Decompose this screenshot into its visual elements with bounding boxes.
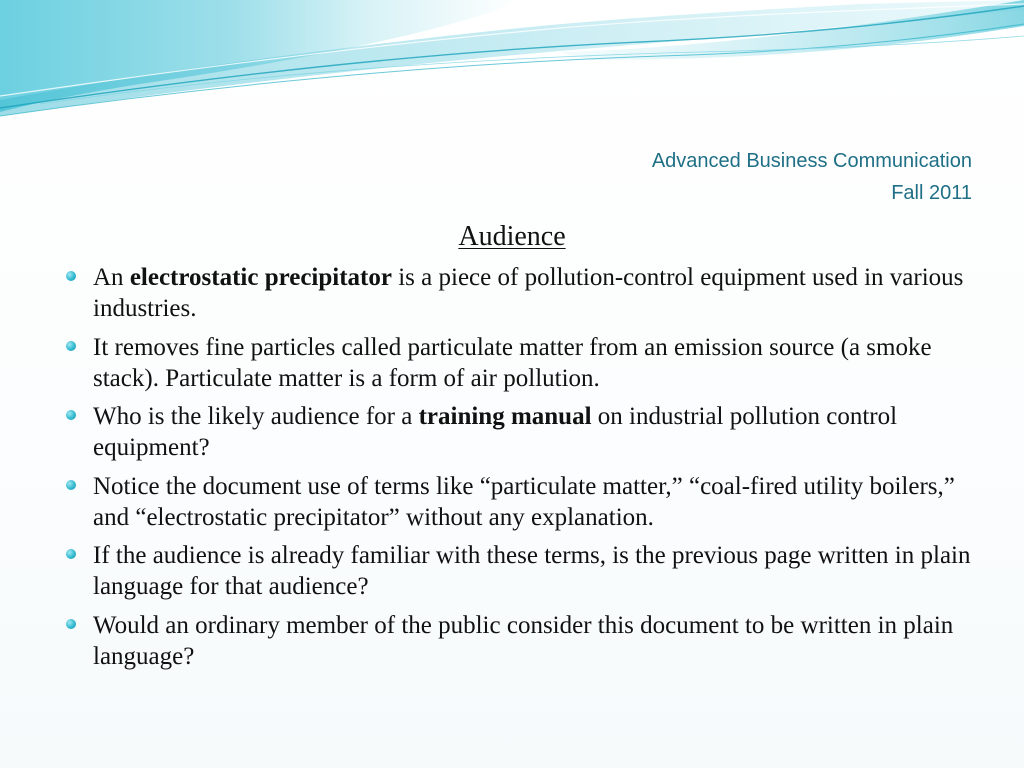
course-term: Fall 2011 <box>891 182 972 204</box>
bullet-item <box>64 401 984 463</box>
bullet-dot-icon <box>66 549 76 559</box>
course-header <box>652 145 972 209</box>
bullet-dot-icon <box>66 271 76 281</box>
bullet-text: Would an ordinary member of the public consider this document to be written in plain language? <box>93 611 954 670</box>
bullet-item <box>64 262 984 324</box>
bullet-dot-icon <box>66 619 76 629</box>
bullet-text: Who is the likely audience for a training manual on industrial pollution control equipment? <box>93 403 898 461</box>
bullet-text: If the audience is already familiar with these terms, is the previous page written in plain language for that audience? <box>93 542 971 600</box>
bullet-dot-icon <box>66 480 76 490</box>
bullet-text: An electrostatic precipitator is a piece of pollution-control equipment used in various industries. <box>93 264 964 322</box>
course-name: Advanced Business Communication <box>651 150 972 172</box>
slide-title: Audience <box>458 221 566 252</box>
bullet-item <box>64 540 984 602</box>
bullet-dot-icon <box>66 341 76 351</box>
bullet-text: Notice the document use of terms like “particulate matter,” “coal-fired utility boilers,” and “electrostatic precipitator” without any explanation. <box>93 472 955 531</box>
bullet-item <box>64 471 984 533</box>
bold-term: electrostatic precipitator <box>129 264 392 291</box>
decorative-wave-banner <box>0 0 1024 130</box>
bullet-dot-icon <box>66 410 76 420</box>
bullet-item <box>64 332 984 394</box>
bold-term: training manual <box>418 403 592 430</box>
bullet-list <box>64 262 984 679</box>
bullet-item <box>64 610 984 672</box>
bullet-text: It removes fine particles called particulate matter from an emission source (a smoke stack). Particulate matter is a form of air pollution. <box>93 333 932 392</box>
